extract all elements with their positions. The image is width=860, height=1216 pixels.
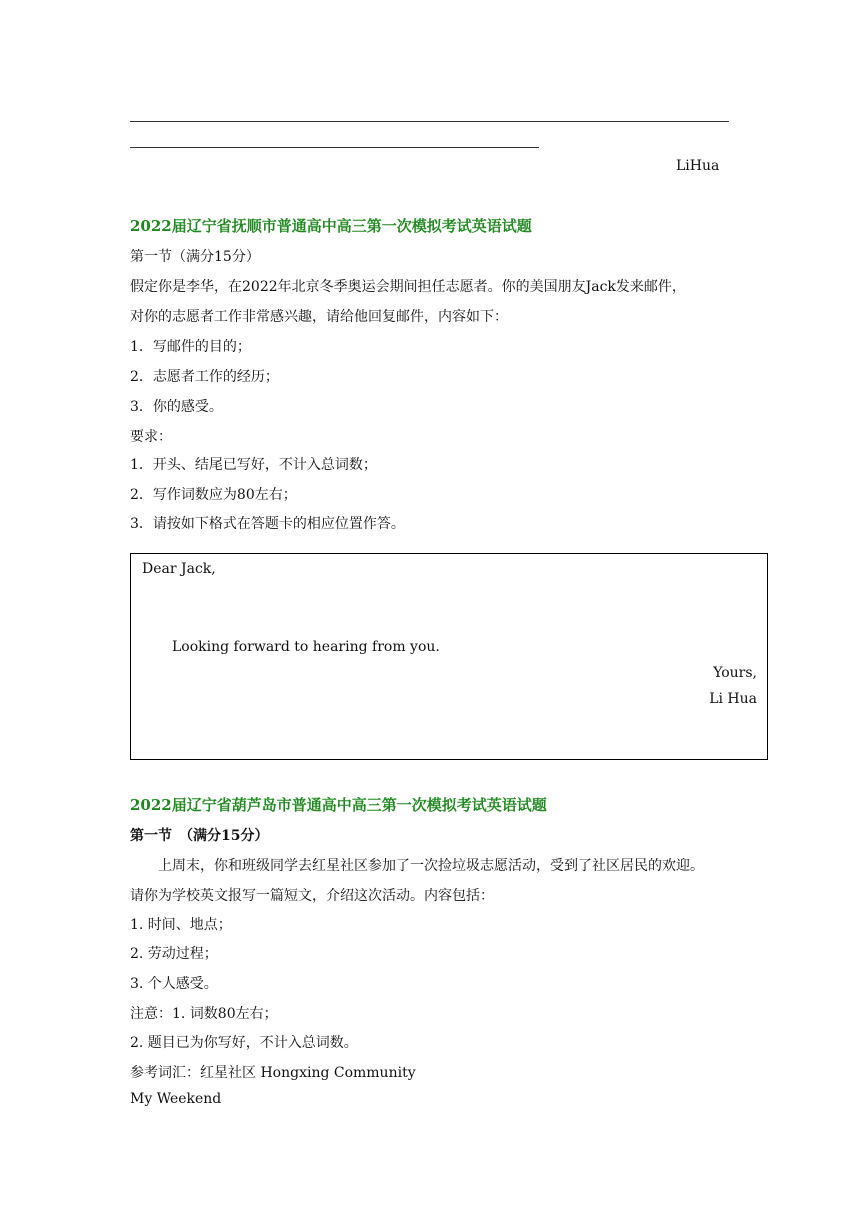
section1-part: 第一节（满分15分） bbox=[130, 249, 260, 265]
letter-closing-line: Looking forward to hearing from you. bbox=[172, 639, 440, 655]
section1-req-label: 要求： bbox=[130, 429, 172, 445]
section2-title: 2022届辽宁省葫芦岛市普通高中高三第一次模拟考试英语试题 bbox=[130, 796, 547, 814]
section2-prompt-line2: 请你为学校英文报写一篇短文，介绍这次活动。内容包括： bbox=[130, 888, 494, 904]
section1-requirement: 3．请按如下格式在答题卡的相应位置作答。 bbox=[130, 516, 405, 532]
signature-top: LiHua bbox=[676, 158, 720, 174]
section2-essay-title: My Weekend bbox=[130, 1091, 222, 1107]
section2-vocab: 参考词汇：红星社区 Hongxing Community bbox=[130, 1065, 416, 1081]
section1-title: 2022届辽宁省抚顺市普通高中高三第一次模拟考试英语试题 bbox=[130, 217, 532, 235]
letter-signoff: Yours, bbox=[713, 665, 757, 681]
section1-item: 1．写邮件的目的； bbox=[130, 339, 251, 355]
section1-item: 3．你的感受。 bbox=[130, 399, 223, 415]
section2-note: 注意：1. 词数80左右； bbox=[130, 1006, 278, 1022]
section1-item: 2．志愿者工作的经历； bbox=[130, 369, 279, 385]
section1-requirement: 2．写作词数应为80左右； bbox=[130, 487, 297, 503]
letter-greeting: Dear Jack, bbox=[142, 561, 216, 577]
letter-box bbox=[130, 553, 768, 760]
section2-item: 3. 个人感受。 bbox=[130, 976, 218, 992]
answer-line-2 bbox=[130, 147, 539, 148]
section2-item: 1. 时间、地点； bbox=[130, 917, 232, 933]
section2-prompt-line1: 上周末，你和班级同学去红星社区参加了一次捡垃圾志愿活动，受到了社区居民的欢迎。 bbox=[158, 858, 704, 874]
section1-requirement: 1．开头、结尾已写好，不计入总词数； bbox=[130, 457, 377, 473]
letter-name: Li Hua bbox=[709, 691, 757, 707]
section2-item: 2. 劳动过程； bbox=[130, 946, 218, 962]
section2-note: 2. 题目已为你写好，不计入总词数。 bbox=[130, 1035, 358, 1051]
section2-part: 第一节 （满分15分） bbox=[130, 828, 269, 844]
section1-prompt-line1: 假定你是李华，在2022年北京冬季奥运会期间担任志愿者。你的美国朋友Jack发来邮件， bbox=[130, 279, 686, 295]
section1-prompt-line2: 对你的志愿者工作非常感兴趣，请给他回复邮件，内容如下： bbox=[130, 309, 508, 325]
answer-line-1 bbox=[130, 121, 729, 122]
